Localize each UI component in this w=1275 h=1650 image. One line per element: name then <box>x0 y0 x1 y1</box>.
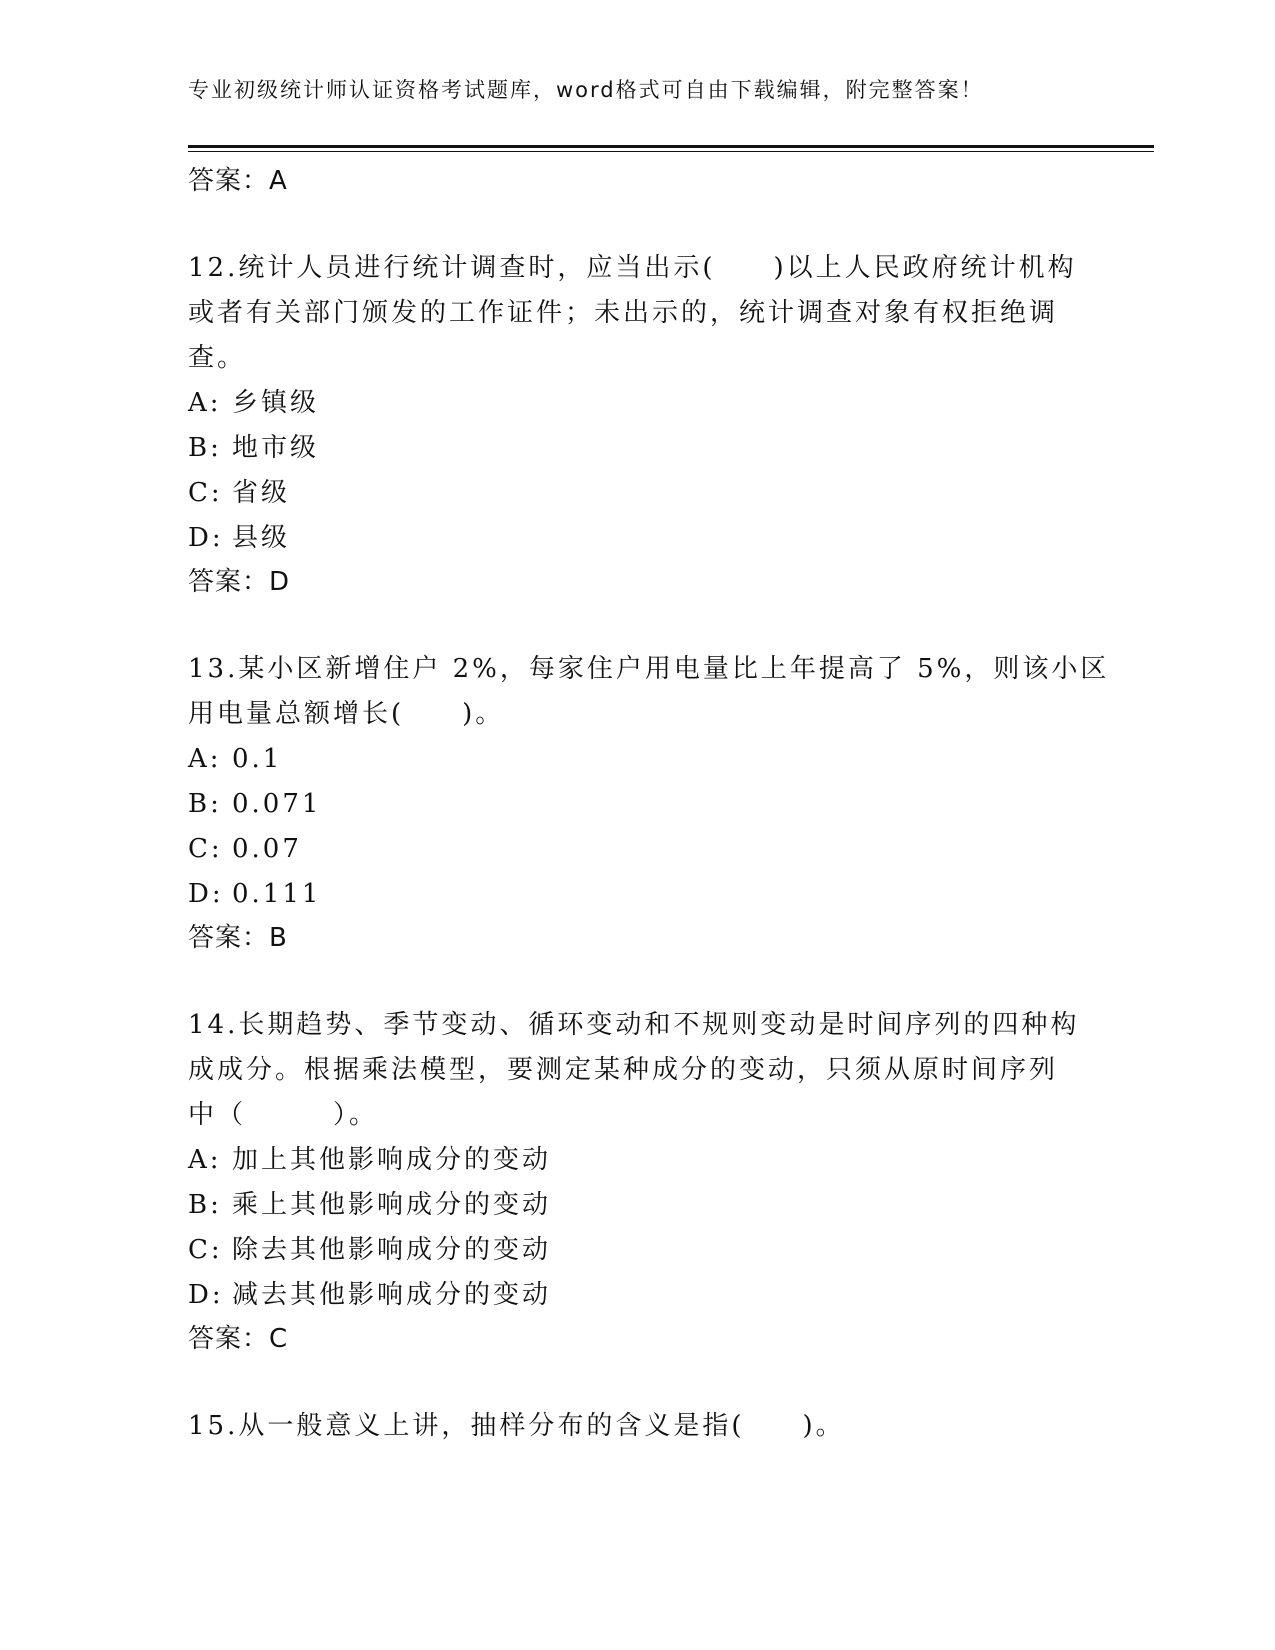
option-d <box>188 872 1088 917</box>
option-letter: A: <box>188 1145 222 1175</box>
question-15 <box>188 1404 1088 1449</box>
question-line: 中（ ）。 <box>188 1100 379 1130</box>
question-line: 12.统计人员进行统计调查时，应当出示( )以上人民政府统计机构 <box>188 253 1077 283</box>
question-stem <box>188 246 1088 381</box>
answer-12: 答案：D <box>188 567 291 597</box>
option-text: 加上其他影响成分的变动 <box>232 1145 552 1175</box>
option-letter: D: <box>188 523 224 553</box>
option-text: 0.07 <box>232 834 302 864</box>
option-letter: D: <box>188 879 224 909</box>
question-list <box>188 160 1110 1449</box>
option-a <box>188 381 1088 426</box>
option-a <box>188 737 1088 782</box>
option-text: 乡镇级 <box>232 388 320 418</box>
question-14 <box>188 1003 1088 1360</box>
option-letter: B: <box>188 433 222 463</box>
option-letter: B: <box>188 789 222 819</box>
question-line: 或者有关部门颁发的工作证件；未出示的，统计调查对象有权拒绝调 <box>188 298 1059 328</box>
header-rule-thin <box>188 151 1154 152</box>
question-stem <box>188 1003 1088 1138</box>
option-c <box>188 827 1088 872</box>
header-rule <box>188 145 1154 148</box>
option-b <box>188 1183 1088 1228</box>
option-text: 0.071 <box>232 789 322 819</box>
option-letter: C: <box>188 478 223 508</box>
option-b <box>188 426 1088 471</box>
option-letter: C: <box>188 834 223 864</box>
option-letter: A: <box>188 744 222 774</box>
option-c <box>188 1228 1088 1273</box>
option-letter: B: <box>188 1190 222 1220</box>
question-12 <box>188 246 1088 603</box>
option-d <box>188 1273 1088 1318</box>
header-text: 专业初级统计师认证资格考试题库，word格式可自由下载编辑，附完整答案！ <box>188 78 984 102</box>
option-letter: A: <box>188 388 222 418</box>
option-a <box>188 1138 1088 1183</box>
previous-answer: 答案：A <box>188 166 288 196</box>
option-text: 地市级 <box>232 433 320 463</box>
option-text: 省级 <box>232 478 291 508</box>
option-c <box>188 471 1088 516</box>
option-text: 除去其他影响成分的变动 <box>232 1235 552 1265</box>
option-text: 乘上其他影响成分的变动 <box>232 1190 552 1220</box>
question-line: 成成分。根据乘法模型，要测定某种成分的变动，只须从原时间序列 <box>188 1055 1059 1085</box>
option-d <box>188 516 1088 561</box>
answer-13: 答案：B <box>188 923 288 953</box>
question-13 <box>188 647 1110 959</box>
option-letter: C: <box>188 1235 223 1265</box>
question-stem <box>188 647 1110 737</box>
question-line: 13.某小区新增住户 2%，每家住户用电量比上年提高了 5%，则该小区 <box>188 654 1110 684</box>
question-line: 14.长期趋势、季节变动、循环变动和不规则变动是时间序列的四种构 <box>188 1010 1080 1040</box>
question-stem <box>188 1404 1088 1449</box>
option-text: 0.1 <box>232 744 283 774</box>
option-text: 0.111 <box>232 879 322 909</box>
option-text: 县级 <box>232 523 291 553</box>
answer-14: 答案：C <box>188 1324 289 1354</box>
option-letter: D: <box>188 1280 224 1310</box>
question-line: 用电量总额增长( )。 <box>188 699 505 729</box>
question-line: 查。 <box>188 343 247 373</box>
option-b <box>188 782 1088 827</box>
option-text: 减去其他影响成分的变动 <box>232 1280 552 1310</box>
question-line: 15.从一般意义上讲，抽样分布的含义是指( )。 <box>188 1411 845 1441</box>
